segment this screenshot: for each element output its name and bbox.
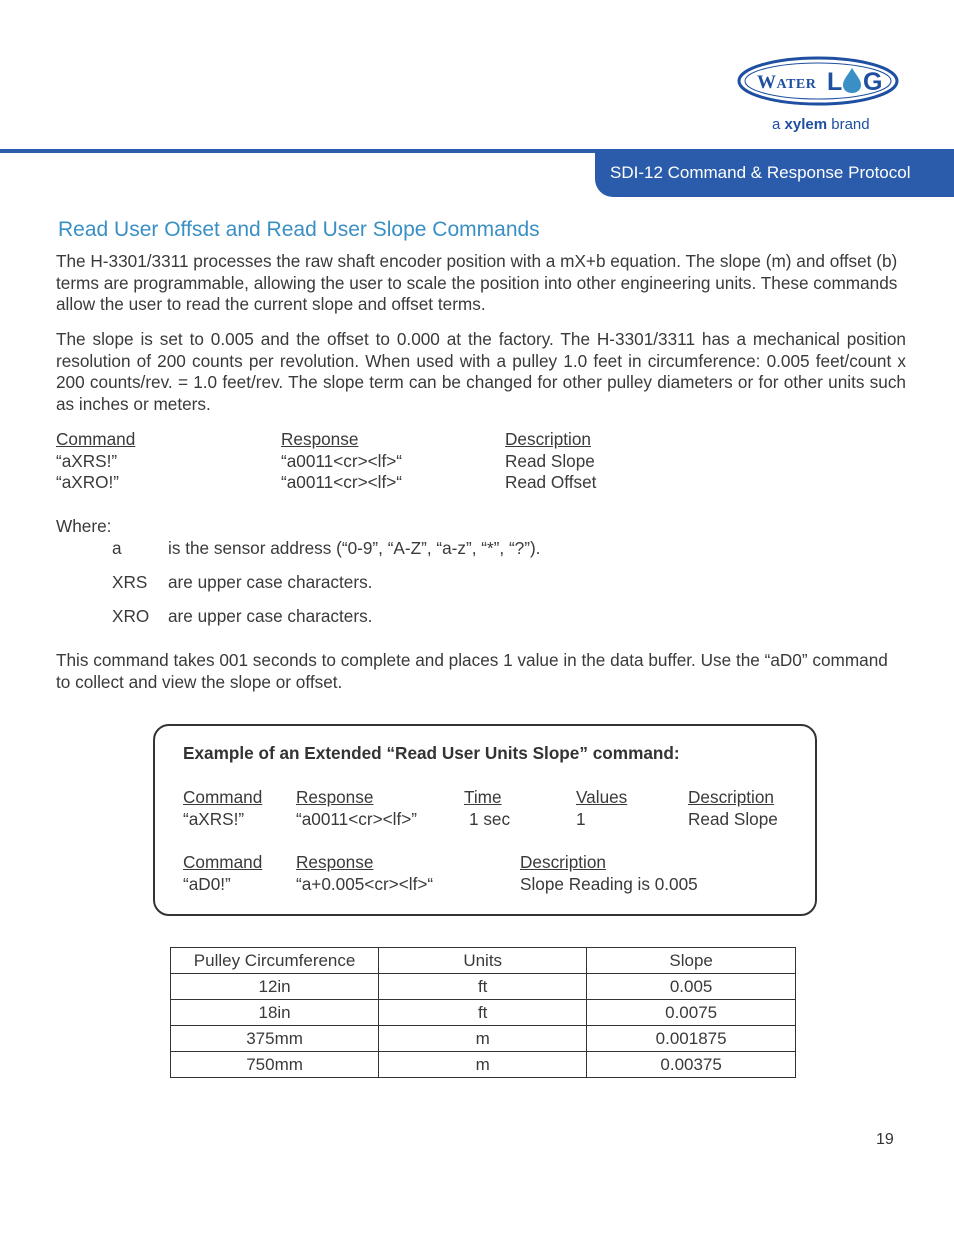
table-cell: 0.0075 [587, 1000, 796, 1026]
brand-prefix: a [772, 116, 781, 133]
brand-name: xylem [784, 116, 828, 133]
page-heading: Read User Offset and Read User Slope Commands [58, 218, 540, 241]
description-header: Description [505, 429, 591, 449]
response-header: Response [281, 429, 359, 449]
where-term: a [112, 538, 122, 558]
example-command-header: Command [183, 852, 263, 872]
example-response-cell: “a+0.005<cr><lf>“ [296, 874, 434, 894]
where-term: XRO [112, 606, 150, 626]
table-cell: m [379, 1052, 587, 1078]
table-cell: ft [379, 974, 587, 1000]
table-row [171, 1052, 796, 1078]
command-cell: “aXRS!” [56, 451, 118, 471]
table-cell: 0.00375 [587, 1052, 796, 1078]
example-time-header: Time [464, 787, 502, 807]
example-values-cell: 1 [576, 809, 586, 829]
svg-text:L: L [827, 68, 843, 96]
example-description-header: Description [688, 787, 774, 807]
brand-tagline [772, 116, 870, 133]
header-cell: Units [379, 948, 587, 974]
table-row [171, 1026, 796, 1052]
section-title-tab: SDI-12 Command & Response Protocol [595, 149, 954, 197]
example-response-cell: “a0011<cr><lf>” [296, 809, 418, 829]
table-cell: 12in [171, 974, 379, 1000]
example-response-header: Response [296, 787, 374, 807]
where-definition: is the sensor address (“0-9”, “A-Z”, “a-z”, “*”, “?”). [168, 538, 541, 558]
slope-paragraph: The slope is set to 0.005 and the offset to 0.000 at the factory. The H-3301/3311 has a mechanical position resolution of 200 counts per revolution. When used with a pulley 1.0 feet in circumference: 0.005 feet/count x 200 counts/rev. = 1.0 feet/rev. The slope term can be changed for other pulley diameters or for other units such as inches or meters. [56, 329, 906, 414]
where-term: XRS [112, 572, 148, 592]
example-description-header: Description [520, 852, 606, 872]
closing-paragraph: This command takes 001 seconds to complete and places 1 value in the data buffer. Use the “aD0” command to collect and view the slope or offset. [56, 650, 888, 692]
intro-paragraph: The H-3301/3311 processes the raw shaft encoder position with a mX+b equation. The slope (m) and offset (b) terms are programmable, allowing the user to scale the position into other engineering units. These commands allow the user to read the current slope and offset terms. [56, 251, 898, 314]
example-command-cell: “aXRS!” [183, 809, 245, 829]
slope-table [170, 947, 796, 1078]
example-description-cell: Read Slope [688, 809, 778, 829]
example-title: Example of an Extended “Read User Units Slope” command: [183, 743, 680, 763]
table-cell: m [379, 1026, 587, 1052]
table-header-row [171, 948, 796, 974]
table-cell: 0.005 [587, 974, 796, 1000]
example-response-header: Response [296, 852, 374, 872]
where-definition: are upper case characters. [168, 606, 373, 626]
table-cell: 18in [171, 1000, 379, 1026]
table-cell: 0.001875 [587, 1026, 796, 1052]
table-row [171, 1000, 796, 1026]
table-cell: 750mm [171, 1052, 379, 1078]
example-time-cell: 1 sec [469, 809, 511, 829]
response-cell: “a0011<cr><lf>“ [281, 472, 403, 492]
svg-text:WATER: WATER [757, 72, 817, 93]
where-definition: are upper case characters. [168, 572, 373, 592]
example-values-header: Values [576, 787, 628, 807]
svg-text:G: G [863, 68, 883, 96]
table-cell: 375mm [171, 1026, 379, 1052]
brand-suffix: brand [831, 116, 870, 133]
example-command-header: Command [183, 787, 263, 807]
example-command-cell: “aD0!” [183, 874, 231, 894]
example-description-cell: Slope Reading is 0.005 [520, 874, 698, 894]
page-number: 19 [876, 1131, 894, 1148]
table-cell: ft [379, 1000, 587, 1026]
response-cell: “a0011<cr><lf>“ [281, 451, 403, 471]
command-cell: “aXRO!” [56, 472, 120, 492]
header-cell: Slope [587, 948, 796, 974]
description-cell: Read Offset [505, 472, 597, 492]
waterlog-logo [736, 55, 900, 107]
command-header: Command [56, 429, 136, 449]
where-label: Where: [56, 516, 112, 536]
header-cell: Pulley Circumference [171, 948, 379, 974]
description-cell: Read Slope [505, 451, 595, 471]
table-row [171, 974, 796, 1000]
